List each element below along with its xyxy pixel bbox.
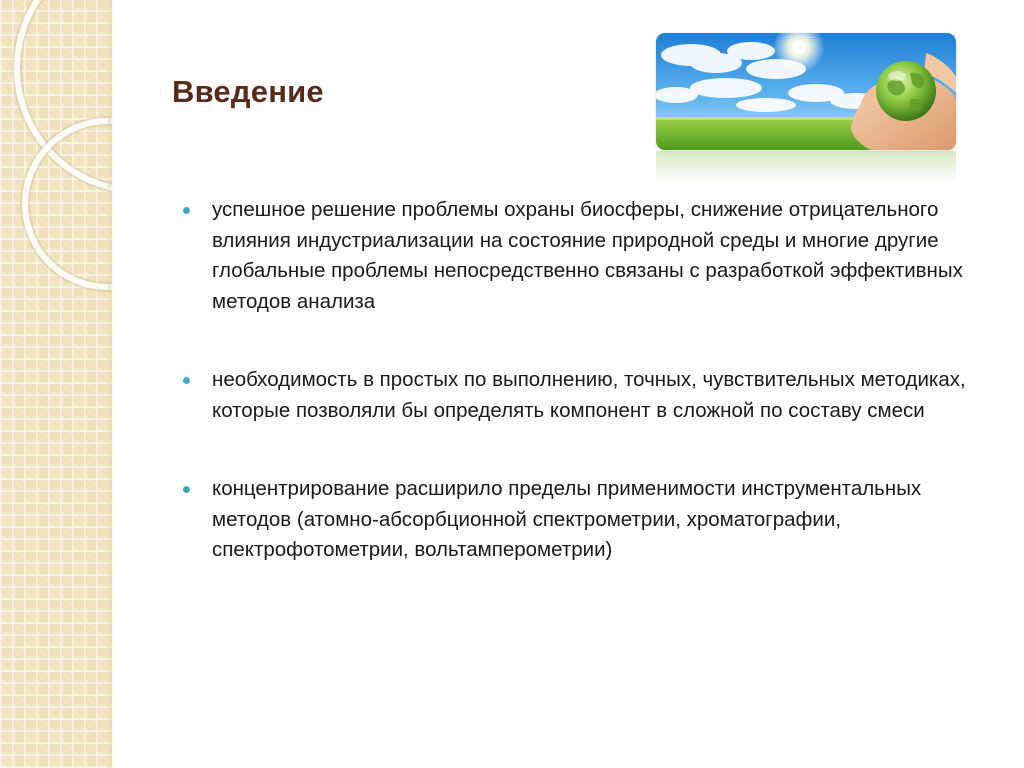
bullet-list [183,195,983,566]
side-strip-shadow [108,0,114,768]
header-image [656,33,956,183]
bullet-text: концентрирование расширило пределы применимости инструментальных методов (атомно-абсорбционной спектрометрии, хроматографии, спектрофотометрии, вольтамперометрии) [212,477,922,561]
image-reflection [656,151,956,183]
slide-title: Введение [172,74,324,109]
bullet-text: успешное решение проблемы охраны биосферы, снижение отрицательного влияния индустриализации на состояние природной среды и многие другие глобальные проблемы непосредственно связаны с разработкой эффективных методов анализа [212,198,963,313]
list-item [183,365,983,426]
bullet-icon [183,377,190,384]
bullet-text: необходимость в простых по выполнению, точных, чувствительных методиках, которые позволяли бы определять компонент в сложной по составу смеси [212,368,966,422]
list-item [183,195,983,317]
bullet-icon [183,207,190,214]
list-item [183,474,983,566]
bullet-icon [183,486,190,493]
decorative-side-strip [0,0,112,768]
decorative-ring [22,118,112,290]
earth-in-hands-icon [656,33,956,150]
